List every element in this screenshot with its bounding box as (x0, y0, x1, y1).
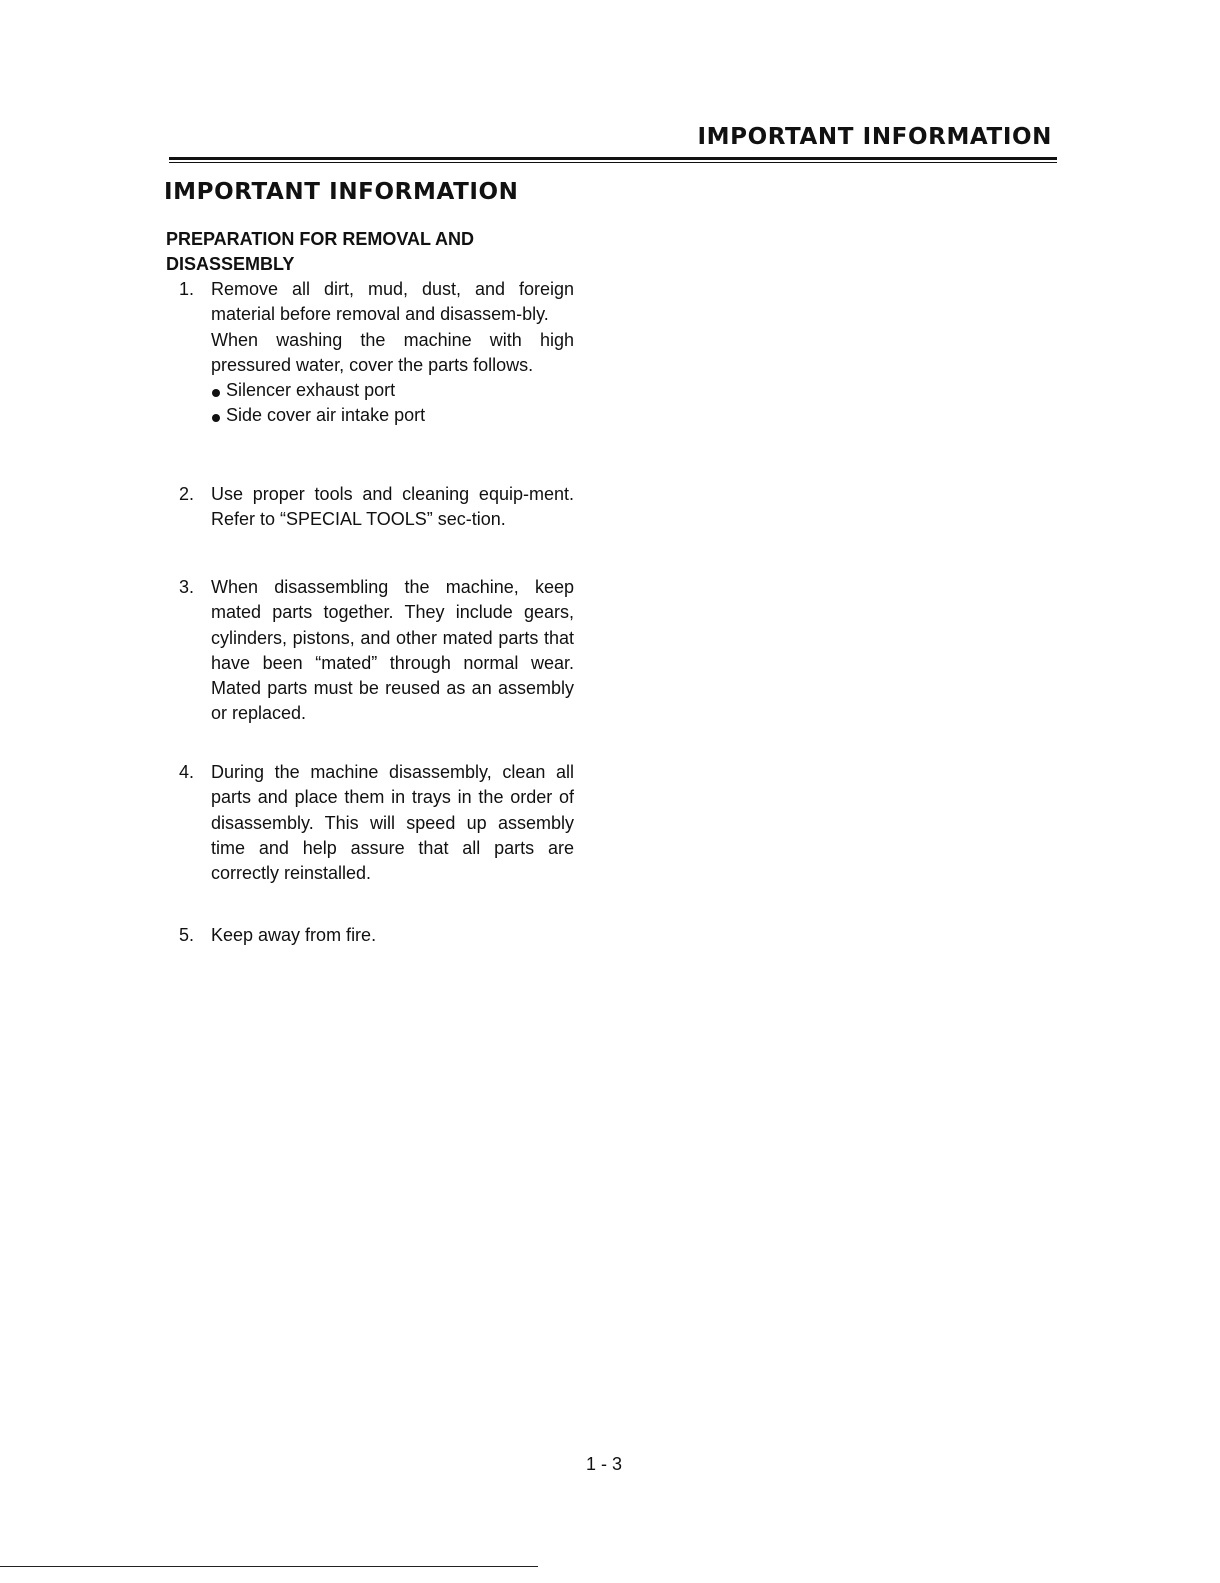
header-rule-thin (169, 162, 1057, 163)
item-text: During the machine disassembly, clean all parts and place them in trays in the order of disassembly. This will speed up assembly time and help assure that all parts are correctly reinstalled. (211, 762, 574, 884)
bullet-list (211, 378, 574, 429)
item-number: 2. (179, 484, 195, 504)
page-number: 1 - 3 (585, 1454, 623, 1474)
item-number: 5. (179, 925, 195, 945)
item-number: 4. (179, 762, 195, 782)
bullet-text: Silencer exhaust port (226, 380, 396, 401)
bullet-icon (212, 414, 220, 422)
bullet-text: Side cover air intake port (226, 405, 426, 426)
header-rule-thick (169, 157, 1057, 160)
instruction-item-5 (179, 923, 574, 948)
page-title: IMPORTANT INFORMATION (164, 179, 519, 205)
item-number: 3. (179, 577, 195, 597)
running-header-title: IMPORTANT INFORMATION (697, 124, 1052, 150)
instruction-item-2 (179, 482, 574, 533)
instruction-item-3 (179, 575, 574, 727)
list-item (211, 378, 574, 403)
item-text: Keep away from fire. (211, 925, 377, 945)
instruction-item-1 (179, 277, 574, 429)
bullet-icon (212, 389, 220, 397)
item-text: Remove all dirt, mud, dust, and foreign material before removal and disassem-bly. (211, 279, 574, 325)
instruction-item-4 (179, 760, 574, 886)
bottom-rule (0, 1566, 538, 1567)
item-text: Use proper tools and cleaning equip-ment. Refer to “SPECIAL TOOLS” sec-tion. (211, 484, 574, 530)
section-heading: PREPARATION FOR REMOVAL AND DISASSEMBLY (166, 229, 475, 274)
list-item (211, 403, 574, 428)
item-text: When washing the machine with high pressured water, cover the parts follows. (211, 329, 574, 375)
item-number: 1. (179, 279, 195, 299)
item-text: When disassembling the machine, keep mated parts together. They include gears, cylinders, pistons, and other mated parts that have been “mated” through normal wear. Mated parts must be reused as an assembly or replaced. (211, 577, 574, 724)
